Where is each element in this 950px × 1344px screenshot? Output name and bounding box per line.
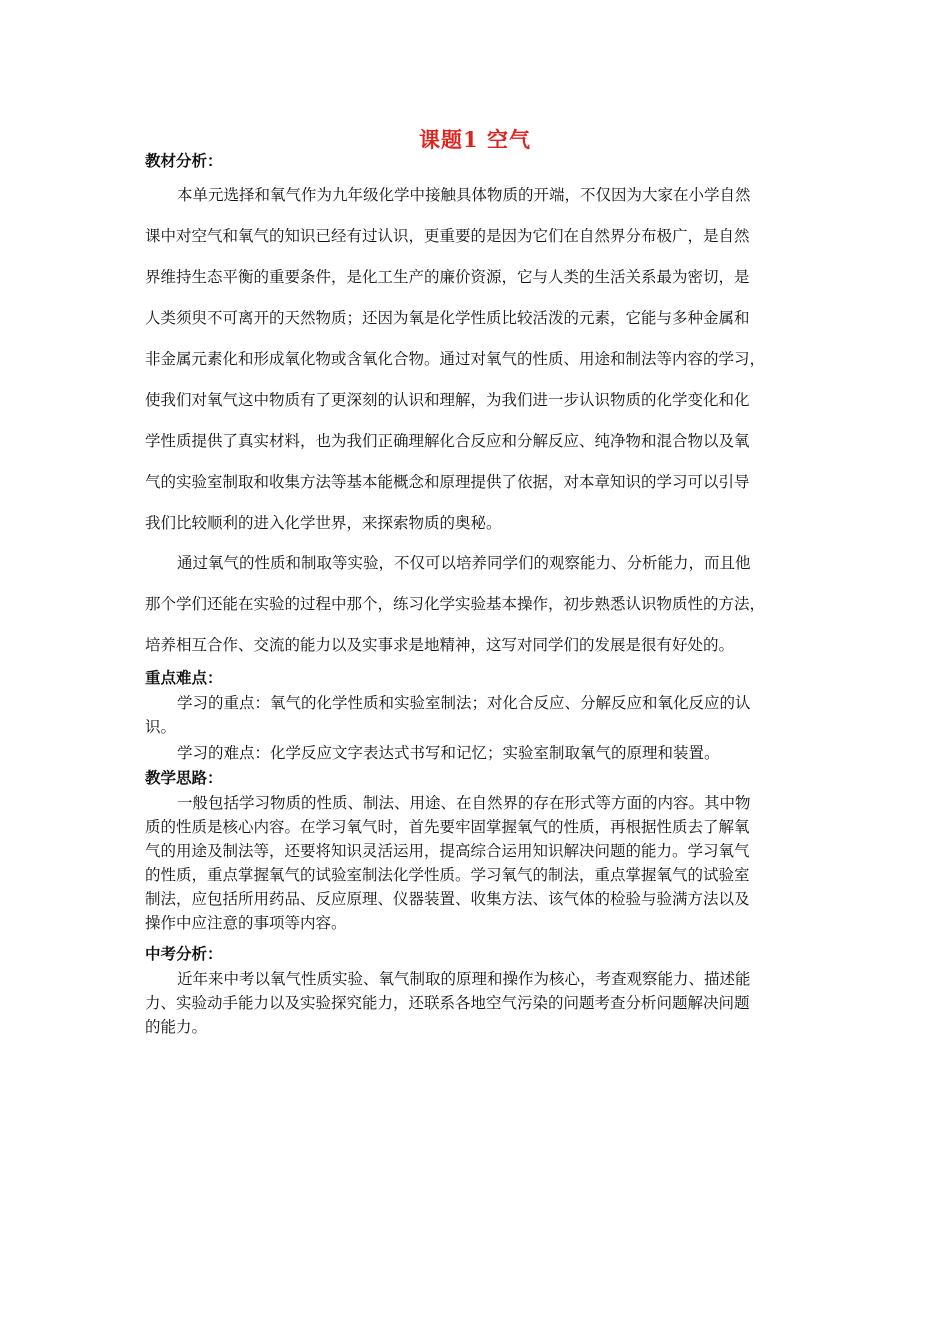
text-line: 识。 [145,718,177,736]
section-heading-textbook-analysis: 教材分析： [145,151,223,170]
text-line: 学性质提供了真实材料，也为我们正确理解化合反应和分解反应、纯净物和混合物以及氧 [145,432,750,450]
text-line: 气的用途及制法等，还要将知识灵活运用，提高综合运用知识解决问题的能力。学习氧气 [145,842,750,860]
text-line: 学习的重点：氧气的化学性质和实验室制法；对化合反应、分解反应和氧化反应的认 [177,694,751,712]
text-line: 力、实验动手能力以及实验探究能力，还联系各地空气污染的问题考查分析问题解决问题 [145,994,750,1012]
text-line: 我们比较顺利的进入化学世界，来探索物质的奥秘。 [145,514,502,532]
section-heading-teaching-approach: 教学思路： [145,768,223,787]
text-line: 使我们对氧气这中物质有了更深刻的认识和理解，为我们进一步认识物质的化学变化和化 [145,391,750,409]
section-heading-key-points: 重点难点： [145,668,223,687]
paragraph-key-points-2 [145,741,807,765]
text-line: 人类须臾不可离开的天然物质；还因为氧是化学性质比较活泼的元素，它能与多种金属和 [145,309,750,327]
text-line: 气的实验室制取和收集方法等基本能概念和原理提供了依据，对本章知识的学习可以引导 [145,473,750,491]
text-line: 一般包括学习物质的性质、制法、用途、在自然界的存在形式等方面的内容。其中物 [177,794,751,812]
text-line: 近年来中考以氧气性质实验、氧气制取的原理和操作为核心，考查观察能力、描述能 [177,970,751,988]
text-line: 学习的难点：化学反应文字表达式书写和记忆；实验室制取氧气的原理和装置。 [177,744,720,762]
paragraph-key-points-1 [145,691,807,739]
document-title: 课题1 空气 [419,127,531,152]
text-line: 质的性质是核心内容。在学习氧气时，首先要牢固掌握氧气的性质，再根据性质去了解氧 [145,818,750,836]
text-line: 的能力。 [145,1018,208,1036]
text-line: 的性质，重点掌握氧气的试验室制法化学性质。学习氧气的制法，重点掌握氧气的试验室 [145,866,750,884]
text-line: 操作中应注意的事项等内容。 [145,914,347,932]
text-line: 界维持生态平衡的重要条件，是化工生产的廉价资源，它与人类的生活关系最为密切，是 [145,268,750,286]
paragraph-textbook-analysis-1 [145,175,807,544]
text-line: 通过氧气的性质和制取等实验，不仅可以培养同学们的观察能力、分析能力，而且他 [177,554,751,572]
paragraph-exam-analysis [145,967,807,1039]
text-line: 本单元选择和氧气作为九年级化学中接触具体物质的开端，不仅因为大家在小学自然 [177,186,751,204]
text-line: 课中对空气和氧气的知识已经有过认识，更重要的是因为它们在自然界分布极广，是自然 [145,227,750,245]
paragraph-textbook-analysis-2 [145,543,807,666]
paragraph-teaching-approach [145,791,807,935]
text-line: 非金属元素化和形成氧化物或含氧化合物。通过对氧气的性质、用途和制法等内容的学习， [145,350,766,368]
text-line: 制法，应包括所用药品、反应原理、仪器装置、收集方法、该气体的检验与验满方法以及 [145,890,750,908]
text-line: 那个学们还能在实验的过程中那个，练习化学实验基本操作，初步熟悉认识物质性的方法， [145,595,766,613]
text-line: 培养相互合作、交流的能力以及实事求是地精神，这写对同学们的发展是很有好处的。 [145,636,735,654]
section-heading-exam-analysis: 中考分析： [145,944,223,963]
